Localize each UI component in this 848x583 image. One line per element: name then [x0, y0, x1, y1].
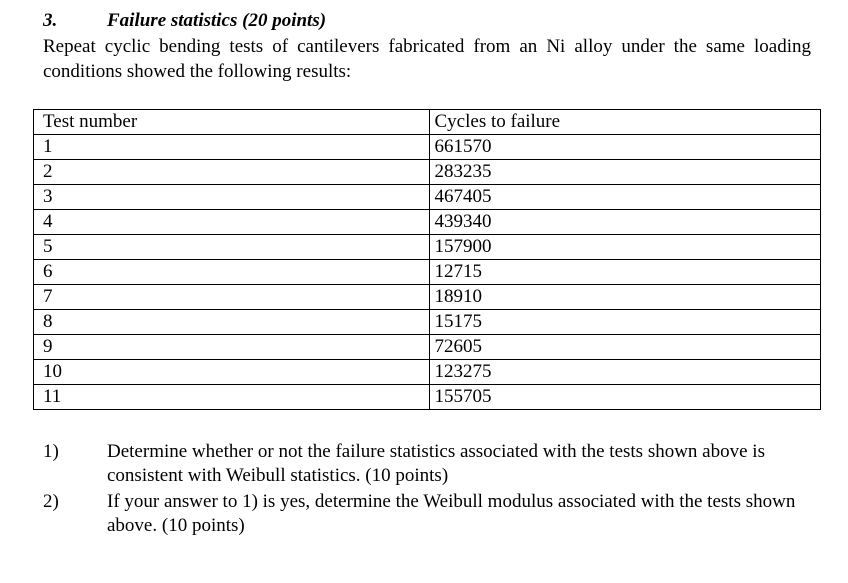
- column-header-cycles-to-failure: Cycles to failure: [429, 110, 821, 135]
- test-number-cell: 5: [34, 235, 430, 260]
- table-row: [34, 160, 821, 185]
- cycles-cell: 123275: [429, 360, 821, 385]
- table-row: [34, 310, 821, 335]
- table-row: [34, 285, 821, 310]
- problem-heading: [43, 10, 326, 32]
- test-number-cell: 11: [34, 385, 430, 410]
- problem-intro: Repeat cyclic bending tests of cantilevers fabricated from an Ni alloy under the same loading conditions showed the following results:: [43, 36, 811, 82]
- test-number-cell: 6: [34, 260, 430, 285]
- test-number-cell: 2: [34, 160, 430, 185]
- problem-title: Failure statistics (20 points): [107, 10, 327, 31]
- cycles-cell: 72605: [429, 335, 821, 360]
- table-header-row: [34, 110, 821, 135]
- cycles-cell: 283235: [429, 160, 821, 185]
- cycles-cell: 157900: [429, 235, 821, 260]
- question-number: 2): [43, 491, 59, 512]
- question-text: If your answer to 1) is yes, determine the Weibull modulus associated with the tests shown above. (10 points): [107, 491, 796, 536]
- results-table: [33, 109, 821, 410]
- table-row: [34, 135, 821, 160]
- test-number-cell: 9: [34, 335, 430, 360]
- table-row: [34, 385, 821, 410]
- problem-number: 3.: [43, 10, 58, 31]
- table-row: [34, 185, 821, 210]
- table-row: [34, 260, 821, 285]
- table-row: [34, 235, 821, 260]
- table-row: [34, 210, 821, 235]
- question-list: [43, 440, 813, 540]
- test-number-cell: 8: [34, 310, 430, 335]
- question-number: 1): [43, 441, 59, 462]
- test-number-cell: 1: [34, 135, 430, 160]
- table-row: [34, 335, 821, 360]
- question-item: [43, 440, 813, 488]
- column-header-test-number: Test number: [34, 110, 430, 135]
- cycles-cell: 467405: [429, 185, 821, 210]
- question-text: Determine whether or not the failure statistics associated with the tests shown above is consistent with Weibull statistics. (10 points): [107, 441, 765, 486]
- test-number-cell: 4: [34, 210, 430, 235]
- cycles-cell: 18910: [429, 285, 821, 310]
- question-item: [43, 490, 813, 538]
- cycles-cell: 155705: [429, 385, 821, 410]
- test-number-cell: 3: [34, 185, 430, 210]
- cycles-cell: 661570: [429, 135, 821, 160]
- cycles-cell: 439340: [429, 210, 821, 235]
- cycles-cell: 12715: [429, 260, 821, 285]
- cycles-cell: 15175: [429, 310, 821, 335]
- test-number-cell: 10: [34, 360, 430, 385]
- test-number-cell: 7: [34, 285, 430, 310]
- table-row: [34, 360, 821, 385]
